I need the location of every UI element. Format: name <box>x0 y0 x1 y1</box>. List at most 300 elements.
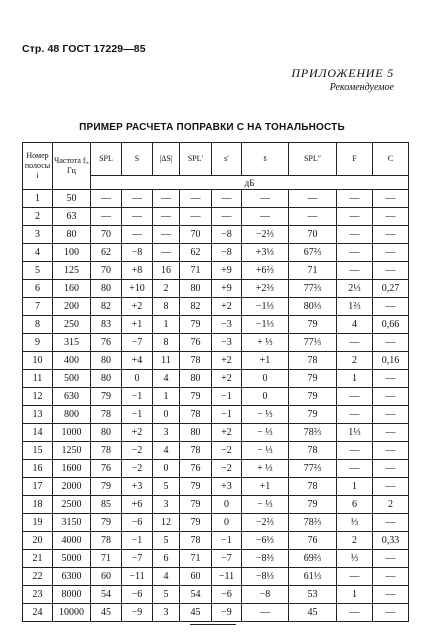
footer-rule <box>190 624 236 625</box>
table-cell: — <box>337 190 373 208</box>
table-row <box>23 262 409 280</box>
table-cell: 78⅔ <box>289 424 337 442</box>
table-cell: 9 <box>23 334 53 352</box>
table-cell: 76 <box>180 460 212 478</box>
table-body <box>23 190 409 622</box>
table-cell: 1 <box>337 370 373 388</box>
table-cell: +3 <box>212 478 242 496</box>
appendix-title: ПРИЛОЖЕНИЕ 5 <box>291 66 394 80</box>
table-cell: +2 <box>212 370 242 388</box>
table-cell: 2000 <box>53 478 91 496</box>
table-cell: 6300 <box>53 568 91 586</box>
table-cell: 76 <box>289 532 337 550</box>
table-cell: — <box>373 388 409 406</box>
appendix-subtitle: Рекомендуемое <box>329 82 394 93</box>
table-cell: 4000 <box>53 532 91 550</box>
table-cell: 63 <box>53 208 91 226</box>
table-cell: 3 <box>153 424 180 442</box>
table-cell: 71 <box>180 550 212 568</box>
table-cell: — <box>242 208 289 226</box>
table-cell: 80 <box>53 226 91 244</box>
table-cell: 315 <box>53 334 91 352</box>
table-cell: — <box>373 442 409 460</box>
table-cell: 0 <box>212 514 242 532</box>
appendix-block <box>291 66 394 93</box>
table-cell: 79 <box>289 406 337 424</box>
table-cell: — <box>373 586 409 604</box>
table-cell: −8 <box>122 244 153 262</box>
table-cell: 8 <box>153 298 180 316</box>
table-cell: 23 <box>23 586 53 604</box>
table-cell: 22 <box>23 568 53 586</box>
table-cell: +3 <box>122 478 153 496</box>
table-cell: −3 <box>212 334 242 352</box>
table-cell: 78 <box>180 352 212 370</box>
table-cell: — <box>373 370 409 388</box>
table-cell: 78 <box>91 532 122 550</box>
table-cell: — <box>180 208 212 226</box>
table-cell: 2 <box>337 532 373 550</box>
table-cell: − ⅓ <box>242 424 289 442</box>
page-header: Стр. 48 ГОСТ 17229—85 <box>22 43 146 55</box>
table-cell: 16 <box>153 262 180 280</box>
table-row <box>23 496 409 514</box>
table-cell: +6 <box>122 496 153 514</box>
table-cell: +1 <box>122 316 153 334</box>
table-cell: 1 <box>337 586 373 604</box>
table-cell: 10000 <box>53 604 91 622</box>
table-cell: 0 <box>153 460 180 478</box>
table-cell: — <box>122 226 153 244</box>
table-cell: 3 <box>153 496 180 514</box>
table-cell: 70 <box>91 262 122 280</box>
table-cell: 4 <box>153 442 180 460</box>
table-cell: 400 <box>53 352 91 370</box>
table-cell: 82 <box>91 298 122 316</box>
table-cell: 79 <box>180 496 212 514</box>
col-header-s-bar: s̄ <box>242 143 289 176</box>
table-row <box>23 424 409 442</box>
table-row <box>23 478 409 496</box>
table-cell: −8 <box>212 244 242 262</box>
table-cell: +3⅓ <box>242 244 289 262</box>
table-cell: −1⅓ <box>242 316 289 334</box>
table-cell: 1000 <box>53 424 91 442</box>
table-cell: — <box>373 298 409 316</box>
table-cell: 71 <box>289 262 337 280</box>
table-cell: −7 <box>122 550 153 568</box>
table-cell: −8⅓ <box>242 568 289 586</box>
table-cell: 0,27 <box>373 280 409 298</box>
table-cell: 14 <box>23 424 53 442</box>
table-row <box>23 190 409 208</box>
table-cell: −1 <box>212 388 242 406</box>
col-header-band: Номер полосы i <box>23 143 53 190</box>
table-cell: −6 <box>122 586 153 604</box>
table-row <box>23 352 409 370</box>
table-cell: 15 <box>23 442 53 460</box>
table-cell: — <box>337 568 373 586</box>
table-cell: −1 <box>212 406 242 424</box>
table-cell: 630 <box>53 388 91 406</box>
table-cell: 78 <box>289 478 337 496</box>
table-cell: 0,33 <box>373 532 409 550</box>
table-cell: 60 <box>180 568 212 586</box>
table-cell: +2 <box>122 298 153 316</box>
table-cell: 20 <box>23 532 53 550</box>
table-cell: 11 <box>23 370 53 388</box>
table-cell: 1 <box>23 190 53 208</box>
table-cell: −7 <box>122 334 153 352</box>
table-cell: 77⅔ <box>289 460 337 478</box>
table-cell: 70 <box>289 226 337 244</box>
col-header-s: S <box>122 143 153 176</box>
table-cell: 79 <box>289 388 337 406</box>
table-cell: 80 <box>180 370 212 388</box>
table-cell: 500 <box>53 370 91 388</box>
table-cell: 1 <box>153 316 180 334</box>
table-cell: 0 <box>212 496 242 514</box>
table-cell: −2⅔ <box>242 514 289 532</box>
table-cell: −2⅔ <box>242 226 289 244</box>
table-cell: 0 <box>242 388 289 406</box>
table-cell: — <box>373 424 409 442</box>
col-header-f: F <box>337 143 373 176</box>
table-cell: — <box>373 478 409 496</box>
table-row <box>23 568 409 586</box>
table-cell: −1⅓ <box>242 298 289 316</box>
col-header-spl-prime: SPL′ <box>180 143 212 176</box>
table-cell: 21 <box>23 550 53 568</box>
table-cell: 78 <box>289 352 337 370</box>
table-cell: −11 <box>122 568 153 586</box>
table-cell: 8000 <box>53 586 91 604</box>
table-cell: 70 <box>91 226 122 244</box>
table-cell: 85 <box>91 496 122 514</box>
table-cell: 79 <box>91 514 122 532</box>
table-cell: 160 <box>53 280 91 298</box>
table-cell: 2⅓ <box>337 280 373 298</box>
table-cell: −7 <box>212 550 242 568</box>
table-row <box>23 298 409 316</box>
table-cell: — <box>373 514 409 532</box>
table-cell: −8⅔ <box>242 550 289 568</box>
table-cell: 78 <box>91 442 122 460</box>
table-cell: — <box>373 190 409 208</box>
table-cell: + ⅓ <box>242 334 289 352</box>
table-cell: 78 <box>91 406 122 424</box>
table-cell: — <box>153 208 180 226</box>
table-cell: — <box>91 208 122 226</box>
table-cell: — <box>212 190 242 208</box>
table-cell: 78 <box>289 442 337 460</box>
table-cell: 2 <box>373 496 409 514</box>
table-cell: 200 <box>53 298 91 316</box>
table-cell: — <box>91 190 122 208</box>
table-cell: − ⅓ <box>242 406 289 424</box>
table-cell: 5 <box>153 586 180 604</box>
table-cell: ⅓ <box>337 514 373 532</box>
table-cell: 77⅓ <box>289 334 337 352</box>
table-cell: — <box>153 190 180 208</box>
table-cell: 6 <box>23 280 53 298</box>
table-row <box>23 208 409 226</box>
table-cell: −1 <box>212 532 242 550</box>
table-cell: — <box>153 226 180 244</box>
table-row <box>23 460 409 478</box>
col-header-spl-double-prime: SPL″ <box>289 143 337 176</box>
tonality-correction-table <box>22 142 409 622</box>
table-cell: 1600 <box>53 460 91 478</box>
table-cell: +1 <box>242 478 289 496</box>
table-row <box>23 316 409 334</box>
table-cell: 80 <box>91 424 122 442</box>
table-cell: — <box>180 190 212 208</box>
table-row <box>23 388 409 406</box>
table-cell: −1 <box>122 406 153 424</box>
table-cell: 24 <box>23 604 53 622</box>
table-cell: +2 <box>212 352 242 370</box>
table-cell: 1 <box>153 388 180 406</box>
col-header-spl: SPL <box>91 143 122 176</box>
table-cell: 78 <box>180 532 212 550</box>
table-cell: 60 <box>91 568 122 586</box>
table-cell: +10 <box>122 280 153 298</box>
table-cell: 62 <box>91 244 122 262</box>
table-cell: 3150 <box>53 514 91 532</box>
table-cell: 79 <box>91 388 122 406</box>
table-cell: — <box>337 244 373 262</box>
table-row <box>23 532 409 550</box>
table-cell: 0 <box>242 370 289 388</box>
table-cell: 1 <box>337 478 373 496</box>
table-row <box>23 226 409 244</box>
table-cell: 100 <box>53 244 91 262</box>
table-cell: 61⅓ <box>289 568 337 586</box>
table-cell: 83 <box>91 316 122 334</box>
table-row <box>23 550 409 568</box>
table-cell: −2 <box>212 442 242 460</box>
table-cell: — <box>373 226 409 244</box>
table-cell: 76 <box>180 334 212 352</box>
table-cell: −2 <box>212 460 242 478</box>
table-cell: 18 <box>23 496 53 514</box>
table-cell: 80 <box>180 424 212 442</box>
table-cell: 4 <box>153 370 180 388</box>
table-cell: — <box>373 208 409 226</box>
table-cell: 70 <box>180 226 212 244</box>
col-header-frequency: Частота fᵢ, Гц <box>53 143 91 190</box>
table-cell: — <box>289 208 337 226</box>
table-cell: 0,16 <box>373 352 409 370</box>
table-cell: 4 <box>153 568 180 586</box>
table-cell: 80 <box>180 280 212 298</box>
table-cell: 3 <box>153 604 180 622</box>
table-cell: 125 <box>53 262 91 280</box>
table-cell: +2 <box>122 424 153 442</box>
table-cell: 62 <box>180 244 212 262</box>
table-cell: 67⅔ <box>289 244 337 262</box>
table-cell: 69⅔ <box>289 550 337 568</box>
table-row <box>23 370 409 388</box>
table-cell: −6 <box>122 514 153 532</box>
table-cell: 12 <box>153 514 180 532</box>
table-cell: 1⅓ <box>337 424 373 442</box>
table-cell: 50 <box>53 190 91 208</box>
table-cell: 5 <box>23 262 53 280</box>
table-cell: − ⅓ <box>242 496 289 514</box>
table-cell: 4 <box>337 316 373 334</box>
table-cell: — <box>373 460 409 478</box>
table-cell: −2 <box>122 460 153 478</box>
table-cell: 76 <box>91 334 122 352</box>
table-cell: 2 <box>153 280 180 298</box>
table-title: ПРИМЕР РАСЧЕТА ПОПРАВКИ С НА ТОНАЛЬНОСТЬ <box>79 122 345 133</box>
table-cell: 11 <box>153 352 180 370</box>
table-cell: 80 <box>91 352 122 370</box>
table-row <box>23 406 409 424</box>
table-cell: — <box>337 334 373 352</box>
table-cell: — <box>153 244 180 262</box>
table-cell: 45 <box>180 604 212 622</box>
table-cell: 78⅔ <box>289 514 337 532</box>
table-cell: −9 <box>212 604 242 622</box>
table-cell: — <box>337 388 373 406</box>
table-cell: 79 <box>180 316 212 334</box>
table-row <box>23 442 409 460</box>
table-cell: +6⅔ <box>242 262 289 280</box>
table-cell: 1250 <box>53 442 91 460</box>
table-cell: 6 <box>153 550 180 568</box>
table-cell: +9 <box>212 280 242 298</box>
table-cell: −3 <box>212 316 242 334</box>
table-cell: 2 <box>23 208 53 226</box>
table-row <box>23 334 409 352</box>
table-cell: −6⅓ <box>242 532 289 550</box>
table-cell: 78 <box>180 406 212 424</box>
table-cell: 71 <box>180 262 212 280</box>
table-cell: — <box>337 460 373 478</box>
table-cell: +2 <box>212 424 242 442</box>
table-cell: 80 <box>91 280 122 298</box>
table-cell: 80 <box>91 370 122 388</box>
table-row <box>23 244 409 262</box>
table-row <box>23 604 409 622</box>
table-cell: 0 <box>122 370 153 388</box>
table-cell: +9 <box>212 262 242 280</box>
unit-row-db: дБ <box>91 176 409 190</box>
table-cell: — <box>373 406 409 424</box>
table-cell: 79 <box>180 478 212 496</box>
table-cell: — <box>289 190 337 208</box>
table-cell: 1⅔ <box>337 298 373 316</box>
table-cell: — <box>373 604 409 622</box>
table-row <box>23 586 409 604</box>
table-cell: 53 <box>289 586 337 604</box>
table-cell: −8 <box>212 226 242 244</box>
table-cell: — <box>212 208 242 226</box>
table-cell: 0,66 <box>373 316 409 334</box>
table-cell: — <box>242 604 289 622</box>
table-cell: 2 <box>337 352 373 370</box>
table-cell: 13 <box>23 406 53 424</box>
table-cell: — <box>242 190 289 208</box>
table-cell: — <box>122 190 153 208</box>
table-cell: 8 <box>23 316 53 334</box>
table-cell: −11 <box>212 568 242 586</box>
table-row <box>23 280 409 298</box>
table-cell: 19 <box>23 514 53 532</box>
table-cell: — <box>373 244 409 262</box>
table-cell: −1 <box>122 532 153 550</box>
table-cell: 3 <box>23 226 53 244</box>
table-cell: 82 <box>180 298 212 316</box>
table-cell: −2 <box>122 442 153 460</box>
table-cell: − ⅓ <box>242 442 289 460</box>
table-cell: — <box>373 334 409 352</box>
table-cell: + ⅓ <box>242 460 289 478</box>
table-cell: 12 <box>23 388 53 406</box>
table-cell: 79 <box>289 370 337 388</box>
table-cell: 250 <box>53 316 91 334</box>
col-header-s-prime: s′ <box>212 143 242 176</box>
table-cell: 54 <box>180 586 212 604</box>
table-cell: +4 <box>122 352 153 370</box>
table-cell: 45 <box>289 604 337 622</box>
table-cell: −1 <box>122 388 153 406</box>
table-row <box>23 514 409 532</box>
table-cell: — <box>373 262 409 280</box>
table-cell: 800 <box>53 406 91 424</box>
table-cell: 79 <box>180 388 212 406</box>
table-cell: — <box>337 208 373 226</box>
table-cell: 79 <box>289 316 337 334</box>
col-header-c: C <box>373 143 409 176</box>
table-cell: — <box>373 568 409 586</box>
table-cell: ⅓ <box>337 550 373 568</box>
table-cell: 79 <box>91 478 122 496</box>
table-cell: 16 <box>23 460 53 478</box>
table-cell: 54 <box>91 586 122 604</box>
col-header-delta-s: |ΔS| <box>153 143 180 176</box>
table-cell: 80⅓ <box>289 298 337 316</box>
table-cell: 4 <box>23 244 53 262</box>
table-cell: 7 <box>23 298 53 316</box>
table-cell: 6 <box>337 496 373 514</box>
table-cell: 5 <box>153 478 180 496</box>
table-cell: 5 <box>153 532 180 550</box>
table-cell: +8 <box>122 262 153 280</box>
table-cell: — <box>337 604 373 622</box>
table-cell: 2500 <box>53 496 91 514</box>
table-cell: +2⅔ <box>242 280 289 298</box>
table-cell: — <box>122 208 153 226</box>
table-cell: +1 <box>242 352 289 370</box>
table-cell: 10 <box>23 352 53 370</box>
table-cell: 76 <box>91 460 122 478</box>
table-cell: — <box>337 226 373 244</box>
table-cell: +2 <box>212 298 242 316</box>
table-cell: 79 <box>180 514 212 532</box>
table-cell: — <box>337 262 373 280</box>
table-cell: 8 <box>153 334 180 352</box>
table-cell: 78 <box>180 442 212 460</box>
table-cell: — <box>373 550 409 568</box>
table-cell: −9 <box>122 604 153 622</box>
table-cell: −6 <box>212 586 242 604</box>
table-cell: 0 <box>153 406 180 424</box>
table-cell: 17 <box>23 478 53 496</box>
